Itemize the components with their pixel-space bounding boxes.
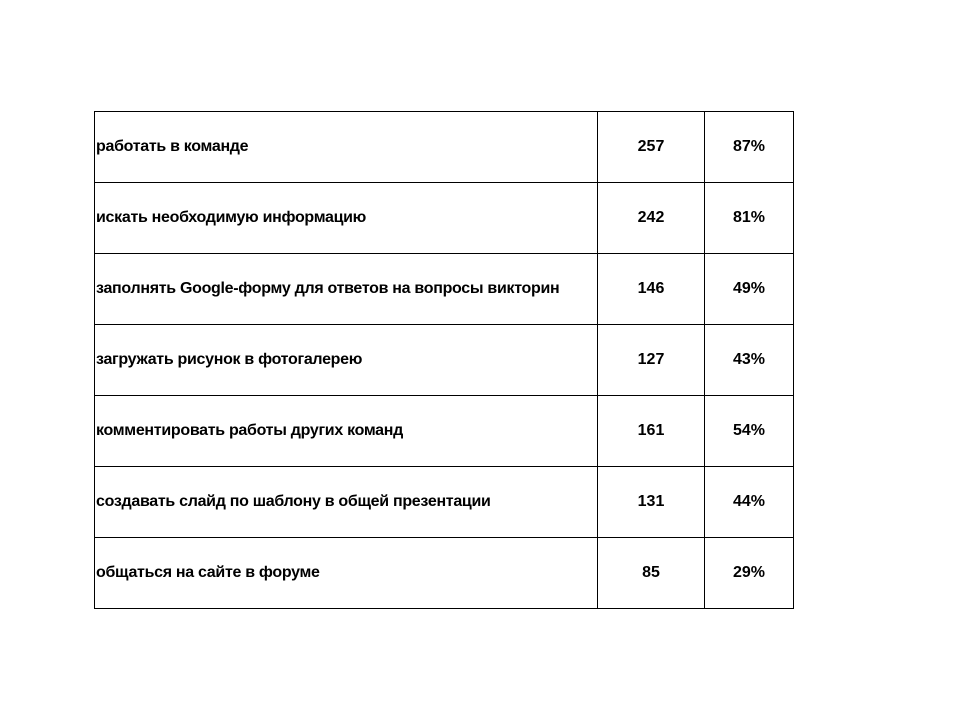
count-cell: 161 [598,396,705,467]
skill-cell: искать необходимую информацию [95,183,598,254]
percent-cell: 49% [705,254,794,325]
skill-cell: создавать слайд по шаблону в общей презентации [95,467,598,538]
count-cell: 127 [598,325,705,396]
percent-cell: 54% [705,396,794,467]
table-row [95,467,794,538]
table-row [95,112,794,183]
table-row [95,538,794,609]
skill-cell: заполнять Google-форму для ответов на вопросы викторин [95,254,598,325]
skill-cell: работать в команде [95,112,598,183]
skill-cell: комментировать работы других команд [95,396,598,467]
count-cell: 131 [598,467,705,538]
skills-table [94,111,794,609]
skill-cell: загружать рисунок в фотогалерею [95,325,598,396]
count-cell: 257 [598,112,705,183]
skill-cell: общаться на сайте в форуме [95,538,598,609]
percent-cell: 43% [705,325,794,396]
count-cell: 85 [598,538,705,609]
table-row [95,396,794,467]
percent-cell: 44% [705,467,794,538]
table-row [95,325,794,396]
percent-cell: 29% [705,538,794,609]
table-row [95,254,794,325]
count-cell: 146 [598,254,705,325]
count-cell: 242 [598,183,705,254]
table-row [95,183,794,254]
percent-cell: 81% [705,183,794,254]
percent-cell: 87% [705,112,794,183]
